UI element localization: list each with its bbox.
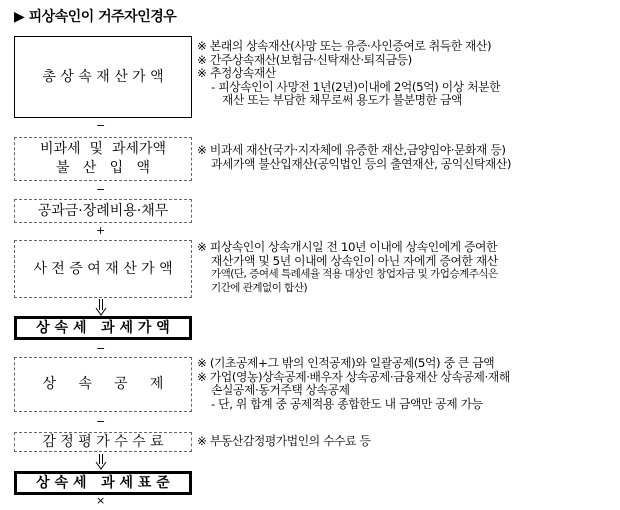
tax-base-box <box>14 471 192 495</box>
note-line: 과세가액 불산입재산(공익법인 등의 출연재산, 공익신탁재산) <box>211 156 512 171</box>
note-line: ※ (기초공제+그 밖의 인적공제)와 일괄공제(5억) 중 큰 금액 <box>197 356 495 370</box>
note-line: - 단, 위 합계 중 공제적용 종합한도 내 금액만 공제 가능 <box>211 396 483 411</box>
times-operator: × <box>96 494 106 507</box>
minus-operator: − <box>96 415 106 428</box>
nontaxable-label-line2: 불 산 입 액 <box>55 160 151 176</box>
public-charges-label: 공과금·장례비용·채무 <box>37 202 169 219</box>
appraisal-fee-box <box>14 432 192 452</box>
taxable-value-label: 상 속 세 과 세 가 액 <box>36 319 170 336</box>
minus-operator: − <box>96 342 106 355</box>
minus-operator: − <box>96 119 106 132</box>
note-line: ※ 부동산감정평가법인의 수수료 등 <box>197 434 371 448</box>
public-charges-box <box>14 199 192 223</box>
deduction-label: 상 속 공 제 <box>42 376 164 393</box>
minus-operator: − <box>96 183 106 196</box>
appraisal-fee-label: 감 정 평 가 수 수 료 <box>42 433 164 450</box>
appraisal-fee-notes <box>197 435 612 449</box>
total-inheritance-notes <box>197 40 612 108</box>
nontaxable-box <box>14 137 192 181</box>
note-line: - 피상속인이 사망전 1년(2년)이내에 2억(5억) 이상 처분한 <box>211 79 501 94</box>
taxable-value-box <box>14 316 192 340</box>
note-line: 재산가액 및 5년 이내에 상속인이 아닌 자에게 증여한 재산 <box>211 253 498 268</box>
prior-gift-notes <box>197 241 612 295</box>
note-line: 가액(단, 증여세 특례세율 적용 대상인 창업자금 및 가업승계주식은 <box>211 268 498 280</box>
nontaxable-notes <box>197 144 612 171</box>
note-line: ※ 추정상속재산 <box>197 66 276 80</box>
deduction-box <box>14 357 192 412</box>
note-line: 재산 또는 부담한 채무로써 용도가 불분명한 금액 <box>222 93 463 107</box>
down-arrow-icon <box>95 454 107 471</box>
nontaxable-label-line1: 비과세 및 과세가액 <box>40 141 166 158</box>
total-inheritance-box <box>14 36 192 118</box>
note-line: ※ 피상속인이 상속개시일 전 10년 이내에 상속인에게 증여한 <box>197 240 498 254</box>
note-line: ※ 본래의 상속재산(사망 또는 유증·사인증여로 취득한 재산) <box>197 39 492 53</box>
note-line: 손실공제·동거주택 상속공제 <box>211 383 350 397</box>
note-line: 기간에 관계없이 합산) <box>211 281 308 294</box>
note-line: ※ 가업(영농)상속공제·배우자 상속공제·금융재산 상속공제·재해 <box>197 369 510 384</box>
plus-operator: + <box>96 224 106 237</box>
prior-gift-box <box>14 240 192 298</box>
tax-base-label: 상 속 세 과 세 표 준 <box>36 474 170 491</box>
down-arrow-icon <box>95 299 107 317</box>
note-line: ※ 간주상속재산(보험금·신탁재산·퇴직금등) <box>197 52 412 67</box>
deduction-notes <box>197 357 612 411</box>
prior-gift-label: 사 전 증 여 재 산 가 액 <box>33 260 173 277</box>
note-line: ※ 비과세 재산(국가·지자체에 유증한 재산,금양임야·문화재 등) <box>197 143 506 157</box>
page-title: ▶ 피상속인이 거주자인경우 <box>14 9 177 25</box>
total-inheritance-label: 총 상 속 재 산 가 액 <box>42 68 164 85</box>
